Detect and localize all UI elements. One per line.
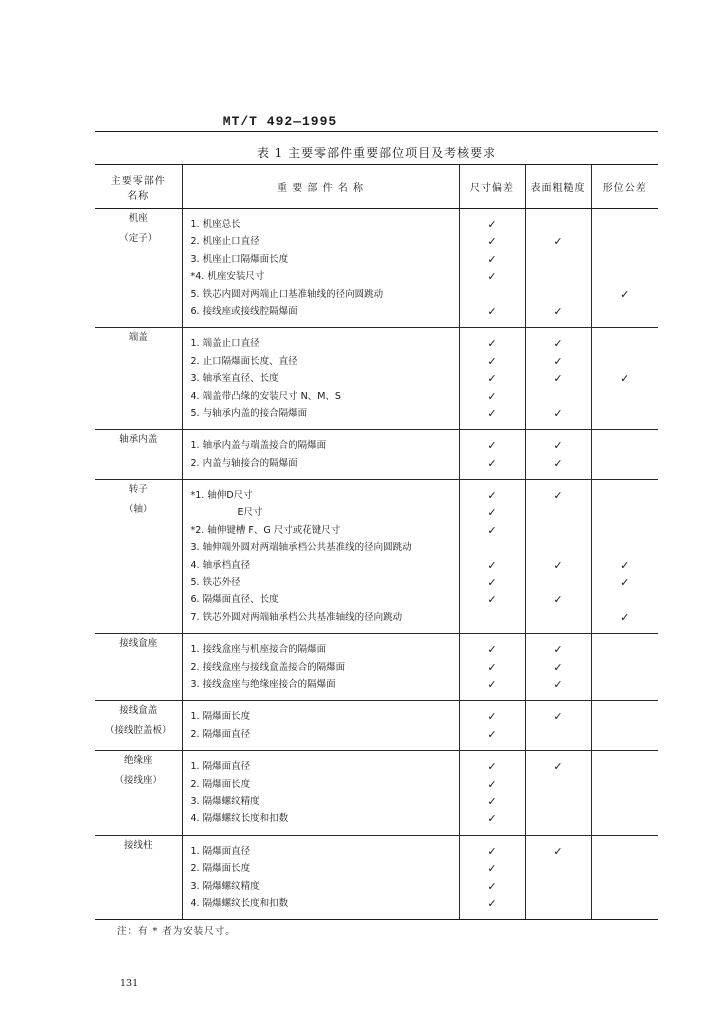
location-item: 1. 轴承内盖与端盖接合的隔爆面 (190, 440, 327, 452)
part-name-cell (95, 209, 182, 328)
part-name-cell (95, 480, 182, 634)
part-name-line: （接线腔盖板） (104, 725, 172, 737)
empty-mark (460, 539, 525, 556)
empty-mark (526, 609, 591, 626)
part-name (95, 328, 182, 348)
location-item: 2. 止口隔爆面长度、直径 (190, 355, 298, 367)
check-mark: ✓ (553, 677, 563, 691)
part-name-line: 接线盒盖 (119, 705, 158, 717)
check-mark: ✓ (553, 456, 563, 470)
empty-mark (526, 539, 591, 556)
empty-mark (592, 405, 659, 422)
check-mark: ✓ (487, 760, 497, 774)
location-item: 1. 接线盒座与机座接合的隔爆面 (190, 644, 327, 656)
table-row (95, 751, 658, 836)
location-item: 2. 隔爆面长度 (190, 863, 251, 875)
check-mark: ✓ (487, 523, 497, 537)
check-mark: ✓ (487, 389, 497, 403)
check-mark: ✓ (487, 862, 497, 876)
check-mark: ✓ (620, 610, 630, 624)
part-name-line: 接线柱 (123, 839, 153, 851)
part-name-cell (95, 634, 182, 701)
empty-mark (592, 233, 659, 250)
dimension-cell (459, 701, 525, 751)
check-mark: ✓ (487, 794, 497, 808)
empty-mark (592, 676, 659, 693)
form-cell (591, 701, 658, 751)
empty-mark (460, 286, 525, 303)
location-item: 4. 端盖带凸缘的安装尺寸 N、M、S (190, 390, 341, 402)
col-header-location: 重 要 部 件 名 称 (182, 165, 459, 209)
form-cell (591, 430, 658, 480)
location-item: 4. 隔爆螺纹长度和扣数 (190, 813, 289, 825)
location-cell (182, 701, 459, 751)
check-mark: ✓ (487, 506, 497, 520)
check-mark: ✓ (487, 677, 497, 691)
check-mark: ✓ (487, 218, 497, 231)
empty-mark (592, 504, 659, 521)
check-mark: ✓ (553, 844, 563, 858)
empty-mark (460, 609, 525, 626)
check-mark: ✓ (487, 372, 497, 386)
empty-mark (526, 388, 591, 405)
check-mark: ✓ (553, 406, 563, 420)
location-item: 3. 机座止口隔爆面长度 (190, 253, 289, 265)
empty-mark (592, 251, 659, 268)
empty-mark (592, 522, 659, 539)
table-row (95, 835, 658, 920)
check-mark: ✓ (487, 812, 497, 826)
empty-mark (592, 659, 659, 676)
part-name-line: （轴） (123, 504, 153, 516)
check-mark: ✓ (487, 710, 497, 724)
empty-mark (592, 335, 659, 352)
check-mark: ✓ (553, 593, 563, 607)
col-header-part (95, 165, 182, 209)
col-header-part-line2: 名称 (127, 190, 150, 202)
requirements-table (95, 164, 658, 920)
table-row (95, 430, 658, 480)
empty-mark (526, 895, 591, 912)
empty-mark (592, 388, 659, 405)
part-name (95, 480, 182, 520)
location-cell (182, 751, 459, 836)
part-name-line: 转子 (128, 484, 148, 496)
table-row (95, 209, 658, 328)
part-name (95, 836, 182, 856)
location-cell (182, 634, 459, 701)
empty-mark (592, 708, 659, 725)
check-mark: ✓ (487, 304, 497, 318)
check-mark: ✓ (553, 304, 563, 318)
empty-mark (592, 303, 659, 320)
check-mark: ✓ (487, 643, 497, 657)
location-item: 1. 端盖止口直径 (190, 338, 260, 350)
form-cell (591, 328, 658, 430)
check-mark: ✓ (620, 558, 630, 572)
part-name (95, 209, 182, 249)
footnote: 注：有 * 者为安装尺寸。 (117, 926, 236, 937)
empty-mark (592, 487, 659, 504)
location-item: 1. 隔爆面长度 (190, 711, 251, 723)
location-item: 3. 轴伸端外圆对两端轴承档公共基准线的径向圆跳动 (190, 542, 412, 554)
location-item: 2. 内盖与轴接合的隔爆面 (190, 457, 298, 469)
empty-mark (526, 793, 591, 810)
roughness-cell (525, 209, 591, 328)
location-item: 5. 与轴承内盖的接合隔爆面 (190, 407, 308, 419)
part-name-line: 绝缘座 (123, 755, 153, 767)
location-item: 6. 接线座或接线腔隔爆面 (190, 305, 298, 317)
empty-mark (526, 251, 591, 268)
check-mark: ✓ (487, 593, 497, 607)
empty-mark (592, 268, 659, 285)
empty-mark (526, 216, 591, 233)
location-cell (182, 430, 459, 480)
part-name-line: 轴承内盖 (119, 434, 158, 446)
part-name-cell (95, 751, 182, 836)
roughness-cell (525, 480, 591, 634)
location-item: *2. 轴伸键槽 F、G 尺寸或花键尺寸 (190, 524, 341, 536)
standard-code: MT/T 492—1995 (222, 114, 338, 129)
part-name (95, 634, 182, 654)
check-mark: ✓ (553, 558, 563, 572)
location-item: 7. 铁芯外圆对两端轴承档公共基准轴线的径向跳动 (190, 611, 403, 623)
location-item: 5. 铁芯外径 (190, 577, 241, 589)
col-header-roughness: 表面粗糙度 (525, 165, 591, 209)
part-name-line: （定子） (119, 233, 158, 244)
location-cell (182, 209, 459, 328)
check-mark: ✓ (553, 354, 563, 368)
page-number: 131 (120, 978, 139, 989)
part-name (95, 751, 182, 791)
empty-mark (526, 268, 591, 285)
roughness-cell (525, 634, 591, 701)
location-cell (182, 328, 459, 430)
roughness-cell (525, 835, 591, 920)
location-item: 6. 隔爆面直径、长度 (190, 594, 279, 606)
check-mark: ✓ (553, 489, 563, 503)
header-rule (95, 131, 658, 132)
check-mark: ✓ (553, 760, 563, 774)
form-cell (591, 634, 658, 701)
roughness-cell (525, 430, 591, 480)
part-name-line: 接线盒座 (119, 638, 158, 650)
location-item: 2. 隔爆面长度 (190, 778, 251, 790)
check-mark: ✓ (487, 844, 497, 858)
empty-mark (592, 810, 659, 827)
empty-mark (592, 860, 659, 877)
roughness-cell (525, 328, 591, 430)
location-item: 3. 轴承室直径、长度 (190, 373, 279, 385)
part-name-cell (95, 701, 182, 751)
dimension-cell (459, 480, 525, 634)
check-mark: ✓ (553, 337, 563, 351)
empty-mark (526, 726, 591, 743)
empty-mark (592, 455, 659, 472)
part-name-line: 机座 (128, 213, 148, 224)
check-mark: ✓ (620, 372, 630, 386)
check-mark: ✓ (487, 879, 497, 893)
empty-mark (592, 776, 659, 793)
form-cell (591, 751, 658, 836)
form-cell (591, 480, 658, 634)
location-cell (182, 480, 459, 634)
col-header-dimension: 尺寸偏差 (459, 165, 525, 209)
dimension-cell (459, 751, 525, 836)
location-item: 3. 隔爆螺纹精度 (190, 880, 260, 892)
location-item: *1. 轴伸D尺寸 (190, 490, 253, 502)
check-mark: ✓ (553, 439, 563, 453)
location-item: 1. 机座总长 (190, 219, 241, 230)
location-item: 4. 轴承档直径 (190, 559, 251, 571)
dimension-cell (459, 328, 525, 430)
location-item: 1. 隔爆面直径 (190, 845, 251, 857)
part-name-line: （接线座） (114, 775, 162, 787)
roughness-cell (525, 751, 591, 836)
empty-mark (592, 539, 659, 556)
location-item: 2. 接线盒座与接线盒盖接合的隔爆面 (190, 661, 346, 673)
check-mark: ✓ (487, 558, 497, 572)
location-item: 1. 隔爆面直径 (190, 761, 251, 773)
check-mark: ✓ (553, 643, 563, 657)
check-mark: ✓ (487, 252, 497, 266)
col-header-part-line1: 主要零部件 (110, 175, 166, 187)
location-item: 2. 机座止口直径 (190, 236, 260, 248)
dimension-cell (459, 835, 525, 920)
empty-mark (526, 810, 591, 827)
check-mark: ✓ (553, 235, 563, 249)
part-name-cell (95, 430, 182, 480)
dimension-cell (459, 430, 525, 480)
dimension-cell (459, 209, 525, 328)
empty-mark (592, 216, 659, 233)
check-mark: ✓ (487, 660, 497, 674)
empty-mark (592, 591, 659, 608)
check-mark: ✓ (487, 270, 497, 284)
form-cell (591, 209, 658, 328)
location-item: 3. 隔爆螺纹精度 (190, 795, 260, 807)
check-mark: ✓ (487, 337, 497, 351)
check-mark: ✓ (620, 287, 630, 301)
check-mark: ✓ (487, 439, 497, 453)
col-header-form: 形位公差 (591, 165, 658, 209)
empty-mark (592, 758, 659, 775)
empty-mark (526, 860, 591, 877)
part-name (95, 701, 182, 741)
empty-mark (592, 437, 659, 454)
empty-mark (592, 641, 659, 658)
location-item: 5. 铁芯内圆对两端止口基准轴线的径向圆跳动 (190, 288, 384, 300)
part-name-cell (95, 835, 182, 920)
check-mark: ✓ (487, 896, 497, 910)
form-cell (591, 835, 658, 920)
location-item: 2. 隔爆面直径 (190, 728, 251, 740)
requirements-table-wrapper (95, 164, 658, 920)
check-mark: ✓ (487, 354, 497, 368)
check-mark: ✓ (487, 727, 497, 741)
location-cell (182, 835, 459, 920)
empty-mark (592, 878, 659, 895)
location-item: E尺寸 (237, 507, 263, 519)
table-row (95, 634, 658, 701)
table-caption: 表 1 主要零部件重要部位项目及考核要求 (256, 146, 497, 160)
check-mark: ✓ (553, 710, 563, 724)
empty-mark (526, 504, 591, 521)
location-item: *4. 机座安装尺寸 (190, 271, 265, 283)
empty-mark (526, 574, 591, 591)
check-mark: ✓ (487, 777, 497, 791)
table-header-row (95, 165, 658, 209)
check-mark: ✓ (487, 489, 497, 503)
check-mark: ✓ (620, 576, 630, 590)
empty-mark (526, 522, 591, 539)
check-mark: ✓ (487, 576, 497, 590)
location-item: 3. 接线盒座与绝缘座接合的隔爆面 (190, 678, 336, 690)
part-name (95, 430, 182, 450)
table-body (95, 209, 658, 920)
table-row (95, 480, 658, 634)
check-mark: ✓ (487, 456, 497, 470)
roughness-cell (525, 701, 591, 751)
empty-mark (526, 878, 591, 895)
empty-mark (592, 895, 659, 912)
part-name-line: 端盖 (128, 332, 148, 344)
table-row (95, 701, 658, 751)
part-name-cell (95, 328, 182, 430)
check-mark: ✓ (487, 235, 497, 249)
empty-mark (526, 776, 591, 793)
empty-mark (592, 843, 659, 860)
empty-mark (526, 286, 591, 303)
dimension-cell (459, 634, 525, 701)
table-row (95, 328, 658, 430)
empty-mark (592, 726, 659, 743)
check-mark: ✓ (487, 406, 497, 420)
location-item: 4. 隔爆螺纹长度和扣数 (190, 897, 289, 909)
check-mark: ✓ (553, 372, 563, 386)
check-mark: ✓ (553, 660, 563, 674)
empty-mark (592, 353, 659, 370)
empty-mark (592, 793, 659, 810)
